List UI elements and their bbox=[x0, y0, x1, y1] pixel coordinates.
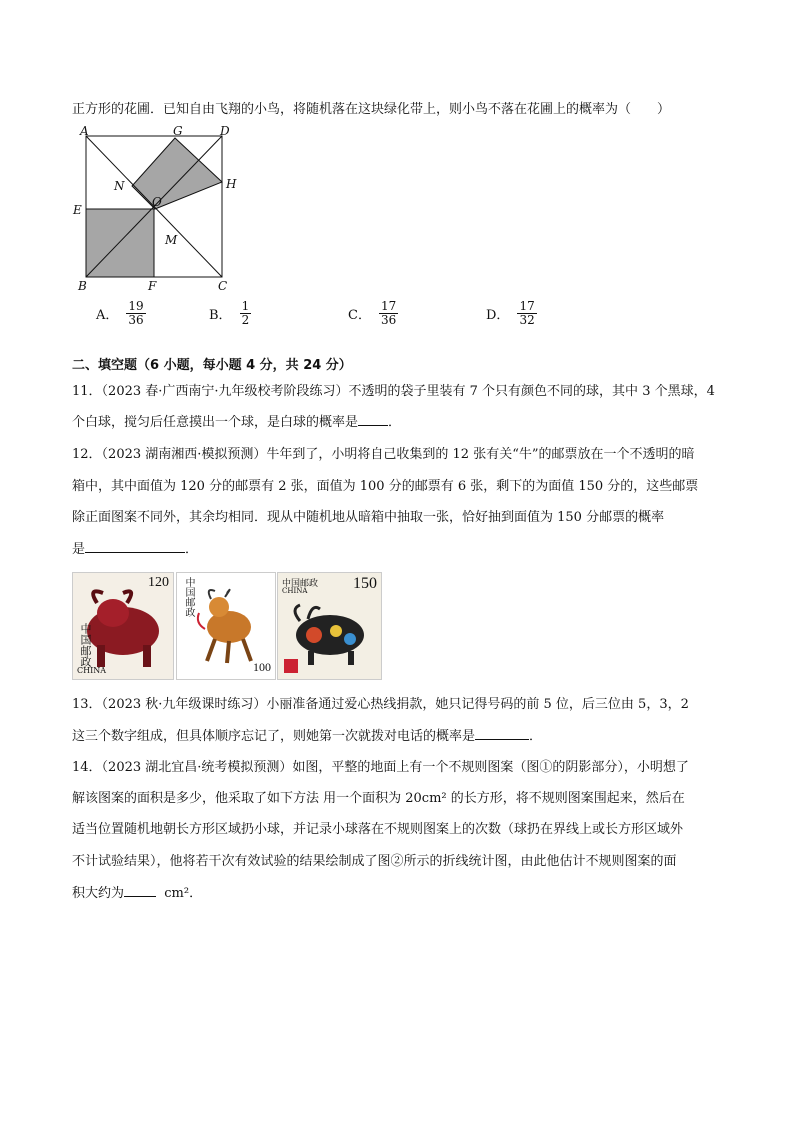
fraction: $\frac{17}{32}$ bbox=[519, 298, 535, 327]
label-H: H bbox=[226, 177, 237, 191]
label-D: D bbox=[220, 124, 230, 138]
square-garden-figure bbox=[72, 124, 252, 294]
stamp-value: 100 bbox=[253, 660, 271, 674]
option-a[interactable]: A． $\frac{19}{36}$ bbox=[96, 298, 144, 327]
stamp-latin: CHINA bbox=[282, 587, 308, 595]
fraction: $\frac{17}{36}$ bbox=[380, 298, 397, 327]
option-b[interactable]: B． $\frac{1}{2}$ bbox=[209, 298, 250, 327]
stamp-country: 中国邮政 bbox=[282, 579, 319, 589]
answer-blank[interactable] bbox=[358, 413, 388, 426]
label-F: F bbox=[148, 279, 157, 293]
q10-stem: 正方形的花圃．已知自由飞翔的小鸟，将随机落在这块绿化带上，则小鸟不落在花圃上的概率为（ ） bbox=[72, 102, 671, 117]
q14-line2: 解该图案的面积是多少，他采取了如下方法 用一个面积为 20cm² 的长方形，将不规则图案围起来，然后在 bbox=[72, 791, 685, 806]
label-G: G bbox=[173, 124, 183, 138]
q14-line1: 14．（2023 湖北宜昌·统考模拟预测）如图，平整的地面上有一个不规则图案（图①的阴影部分），小明想了 bbox=[72, 760, 689, 775]
q14-line3: 适当位置随机地朝长方形区域扔小球，并记录小球落在不规则图案上的次数（球扔在界线上或长方形区域外 bbox=[72, 822, 684, 837]
answer-blank[interactable] bbox=[85, 540, 185, 553]
stamp-value: 120 bbox=[148, 575, 169, 590]
q12-line2: 箱中，其中面值为 120 分的邮票有 2 张，面值为 100 分的邮票有 6 张，剩下的为面值 150 分的，这些邮票 bbox=[72, 479, 699, 494]
label-B: B bbox=[78, 279, 87, 293]
label-N: N bbox=[114, 179, 125, 193]
stamp-150 bbox=[277, 572, 382, 680]
stamp-country: 中国邮政 bbox=[79, 623, 92, 667]
option-c[interactable]: C． $\frac{17}{36}$ bbox=[348, 298, 397, 327]
label-E: E bbox=[73, 203, 82, 217]
q14-line4: 不计试验结果），他将若干次有效试验的结果绘制成了图②所示的折线统计图，由此他估计不规则图案的面 bbox=[72, 854, 677, 869]
stamp-country: 中国邮政 bbox=[183, 577, 194, 617]
label-C: C bbox=[218, 279, 228, 293]
q13-line2: 这三个数字组成，但具体顺序忘记了，则她第一次就拨对电话的概率是 ． bbox=[72, 729, 543, 744]
answer-blank[interactable] bbox=[124, 884, 156, 897]
q12-line1: 12．（2023 湖南湘西·模拟预测）牛年到了，小明将自己收集到的 12 张有关“牛”的邮票放在一个不透明的暗 bbox=[72, 447, 695, 462]
q12-line4: 是 ． bbox=[72, 542, 199, 557]
label-M: M bbox=[165, 233, 178, 247]
stamp-120 bbox=[72, 572, 174, 680]
q11-line2: 个白球，搅匀后任意摸出一个球，是白球的概率是 ． bbox=[72, 415, 402, 430]
section-heading: 二、填空题（6 小题，每小题 4 分，共 24 分） bbox=[72, 358, 352, 373]
fraction: $\frac{19}{36}$ bbox=[128, 298, 144, 327]
q12-line3: 除正面图案不同外，其余均相同．现从中随机地从暗箱中抽取一张，恰好抽到面值为 150 分邮票的概率 bbox=[72, 510, 665, 525]
q11-line1: 11．（2023 春·广西南宁·九年级校考阶段练习）不透明的袋子里装有 7 个只有颜色不同的球，其中 3 个黑球，4 bbox=[72, 384, 715, 399]
q13-line1: 13．（2023 秋·九年级课时练习）小丽准备通过爱心热线捐款，她只记得号码的前 5 位，后三位由 5，3，2 bbox=[72, 697, 689, 712]
label-A: A bbox=[80, 124, 89, 138]
option-d[interactable]: D． $\frac{17}{32}$ bbox=[486, 298, 535, 327]
q14-line5: 积大约为 cm²． bbox=[72, 886, 203, 901]
stamp-100 bbox=[176, 572, 276, 680]
stamp-latin: CHINA bbox=[77, 666, 107, 675]
stamp-value: 150 bbox=[353, 575, 377, 592]
fraction: $\frac{1}{2}$ bbox=[241, 298, 250, 327]
label-O: O bbox=[152, 195, 162, 209]
answer-blank[interactable] bbox=[475, 727, 529, 740]
